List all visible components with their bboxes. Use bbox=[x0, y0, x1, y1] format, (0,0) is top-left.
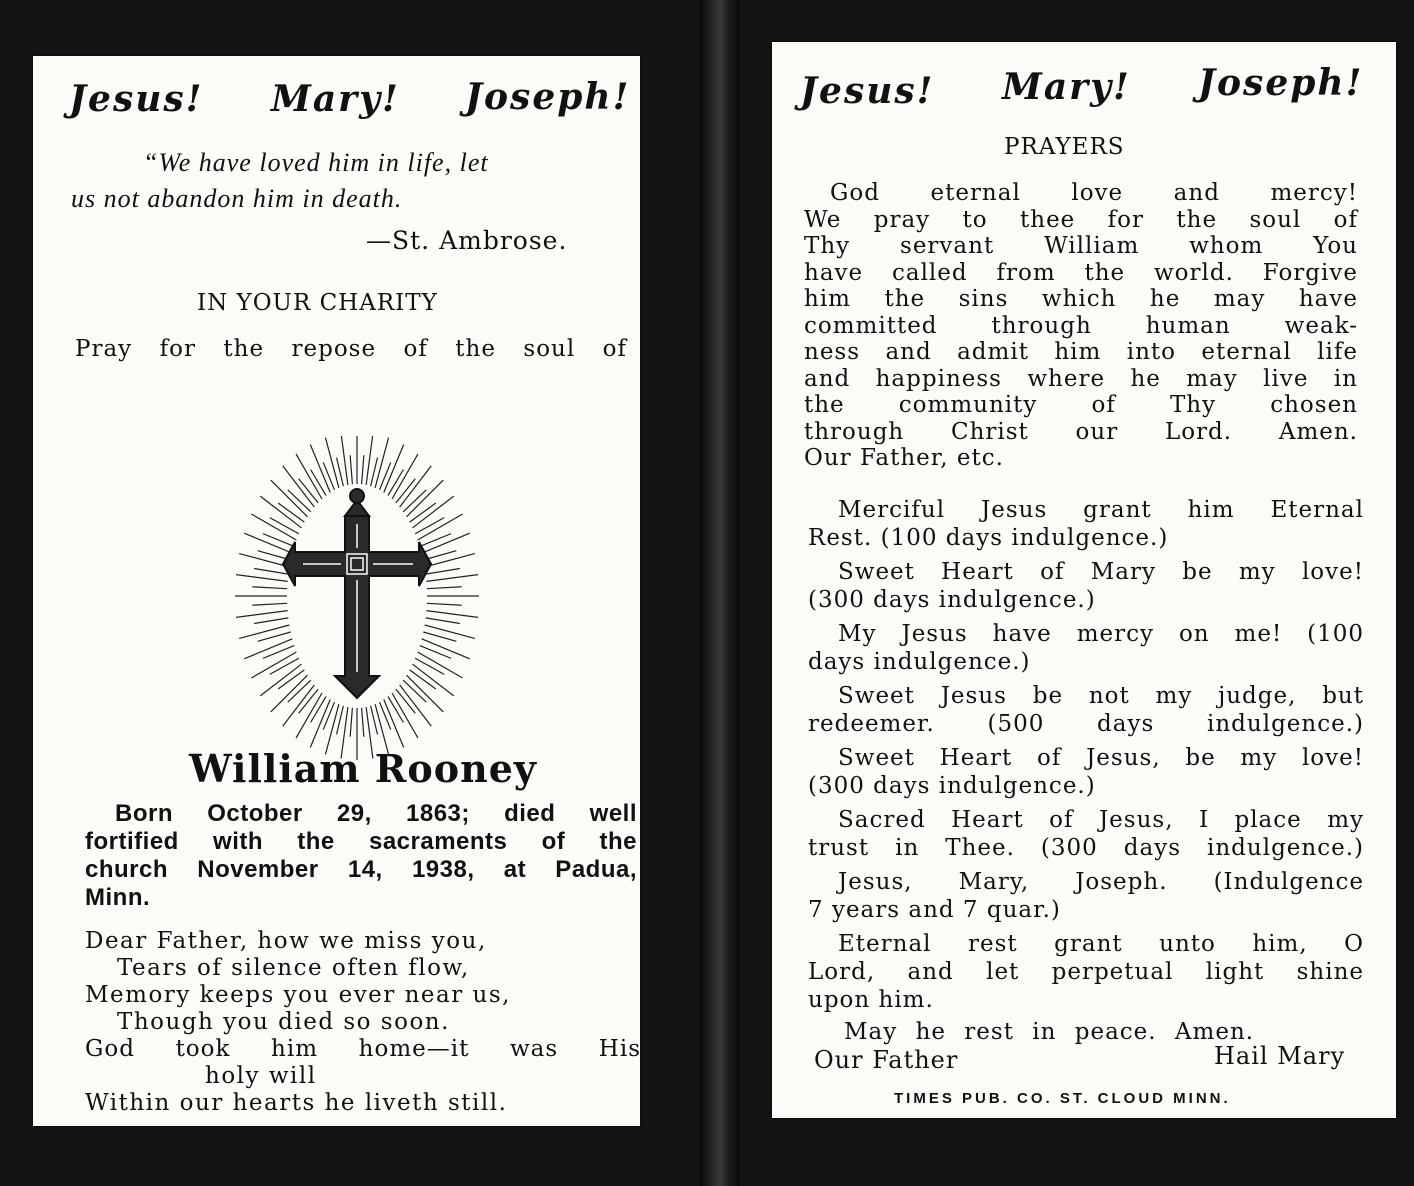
ray-line bbox=[350, 708, 352, 737]
jmj-jesus: Jesus! bbox=[800, 70, 935, 112]
bio-line: Born October 29, 1863; died well bbox=[115, 800, 637, 827]
ray-line bbox=[239, 554, 289, 567]
jmj-joseph: Joseph! bbox=[1198, 62, 1364, 104]
ray-line bbox=[252, 603, 287, 605]
quote-line-2: us not abandon him in death. bbox=[71, 184, 403, 213]
indulgence-line: Jesus, Mary, Joseph. (Indulgence bbox=[838, 869, 1364, 895]
ray-line bbox=[251, 514, 296, 540]
ray-line bbox=[415, 658, 444, 674]
closing-our-father: Our Father bbox=[814, 1046, 959, 1074]
indulgence-line: Merciful Jesus grant him Eternal bbox=[838, 497, 1364, 523]
ray-line bbox=[427, 603, 462, 605]
prayer-line: through Christ our Lord. Amen. bbox=[804, 418, 1358, 445]
ray-line bbox=[362, 455, 364, 484]
quote-line-1: “We have loved him in life, let bbox=[143, 148, 489, 177]
bio-line: church November 14, 1938, at Padua, bbox=[85, 856, 637, 883]
prayer-line: committed through human weak- bbox=[804, 312, 1358, 339]
prayer-line: him the sins which he may have bbox=[804, 286, 1358, 312]
indulgence-line: upon him. bbox=[808, 987, 934, 1013]
ray-line bbox=[366, 436, 373, 485]
ray-line bbox=[350, 455, 352, 484]
poem-line: Dear Father, how we miss you, bbox=[85, 928, 487, 954]
poem-line: God took him home—it was His bbox=[85, 1036, 641, 1062]
ray-line bbox=[239, 625, 289, 638]
card-fold bbox=[700, 0, 740, 1186]
indulgence-line: My Jesus have mercy on me! (100 bbox=[838, 621, 1364, 647]
poem-line: Tears of silence often flow, bbox=[117, 955, 470, 981]
jmj-jesus: Jesus! bbox=[69, 78, 204, 120]
ray-line bbox=[426, 575, 478, 582]
ray-line bbox=[426, 618, 460, 624]
indulgence-line: Sweet Jesus be not my judge, but bbox=[838, 683, 1364, 709]
indulgence-line: Lord, and let perpetual light shine bbox=[808, 959, 1364, 985]
ray-line bbox=[415, 518, 444, 534]
jmj-mary: Mary! bbox=[1002, 66, 1131, 108]
ray-line bbox=[425, 554, 475, 567]
indulgence-line: days indulgence.) bbox=[808, 649, 1031, 675]
ray-line bbox=[258, 632, 291, 641]
ray-line bbox=[254, 568, 288, 574]
radiant-cross-icon bbox=[233, 436, 481, 766]
poem-line: Memory keeps you ever near us, bbox=[85, 982, 511, 1008]
prayer-line: Our Father, etc. bbox=[804, 445, 1004, 471]
deceased-name: William Rooney bbox=[189, 746, 537, 791]
ray-line bbox=[425, 625, 475, 638]
prayer-line: have called from the world. Forgive bbox=[804, 259, 1358, 286]
prayer-line: We pray to thee for the soul of bbox=[804, 206, 1358, 233]
jmj-joseph: Joseph! bbox=[465, 76, 631, 118]
ray-line bbox=[270, 518, 299, 534]
ray-line bbox=[418, 652, 463, 678]
ray-line bbox=[418, 514, 463, 540]
ray-line bbox=[426, 568, 460, 574]
prayer-line: Thy servant William whom You bbox=[804, 233, 1358, 259]
poem-line: holy will bbox=[205, 1063, 317, 1089]
poem-block bbox=[85, 928, 641, 1117]
quote-attribution: —St. Ambrose. bbox=[366, 226, 568, 255]
ray-line bbox=[236, 611, 288, 618]
prayer-line: the community of Thy chosen bbox=[804, 392, 1358, 418]
closing-hail-mary: Hail Mary bbox=[1214, 1042, 1346, 1070]
indulgence-line: Sweet Heart of Mary be my love! bbox=[838, 559, 1364, 585]
indulgence-line: 7 years and 7 quar.) bbox=[808, 897, 1061, 923]
prayer-line: God eternal love and mercy! bbox=[830, 180, 1358, 206]
ray-line bbox=[236, 575, 288, 582]
pray-line: Pray for the repose of the soul of bbox=[75, 336, 627, 362]
printer-imprint: TIMES PUB. CO. ST. CLOUD MINN. bbox=[894, 1090, 1231, 1107]
prayer-block bbox=[804, 180, 1358, 472]
ray-line bbox=[426, 611, 478, 618]
indulgence-line: trust in Thee. (300 days indulgence.) bbox=[808, 835, 1364, 861]
ray-line bbox=[325, 438, 338, 488]
jmj-mary: Mary! bbox=[271, 78, 400, 120]
ray-line bbox=[270, 658, 299, 674]
indulgence-line: Eternal rest grant unto him, O bbox=[838, 931, 1364, 957]
ray-line bbox=[423, 632, 456, 641]
charity-heading: IN YOUR CHARITY bbox=[197, 290, 438, 316]
bio-line: Minn. bbox=[85, 884, 151, 911]
indulgence-line: (300 days indulgence.) bbox=[808, 587, 1096, 613]
indulgence-block bbox=[808, 496, 1364, 1046]
memorial-card-front bbox=[33, 56, 640, 1126]
prayer-line: ness and admit him into eternal life bbox=[804, 339, 1358, 365]
indulgence-line: Sacred Heart of Jesus, I place my bbox=[838, 807, 1364, 833]
indulgence-line: May he rest in peace. Amen. bbox=[844, 1019, 1255, 1045]
ray-line bbox=[362, 708, 364, 737]
poem-line: Though you died so soon. bbox=[117, 1009, 450, 1035]
indulgence-line: Rest. (100 days indulgence.) bbox=[808, 525, 1169, 551]
prayers-heading: PRAYERS bbox=[1004, 134, 1125, 160]
poem-line: Within our hearts he liveth still. bbox=[85, 1090, 508, 1116]
ray-line bbox=[251, 652, 296, 678]
ray-line bbox=[254, 618, 288, 624]
memorial-card-back bbox=[772, 42, 1396, 1118]
ray-line bbox=[341, 436, 348, 485]
bio-line: fortified with the sacraments of the bbox=[85, 828, 637, 855]
indulgence-line: (300 days indulgence.) bbox=[808, 773, 1096, 799]
ray-line bbox=[427, 587, 462, 589]
prayer-line: and happiness where he may live in bbox=[804, 365, 1358, 392]
ray-line bbox=[252, 587, 287, 589]
ray-line bbox=[375, 438, 388, 488]
indulgence-line: Sweet Heart of Jesus, be my love! bbox=[838, 745, 1364, 771]
bio-block bbox=[85, 800, 637, 912]
indulgence-line: redeemer. (500 days indulgence.) bbox=[808, 711, 1364, 737]
